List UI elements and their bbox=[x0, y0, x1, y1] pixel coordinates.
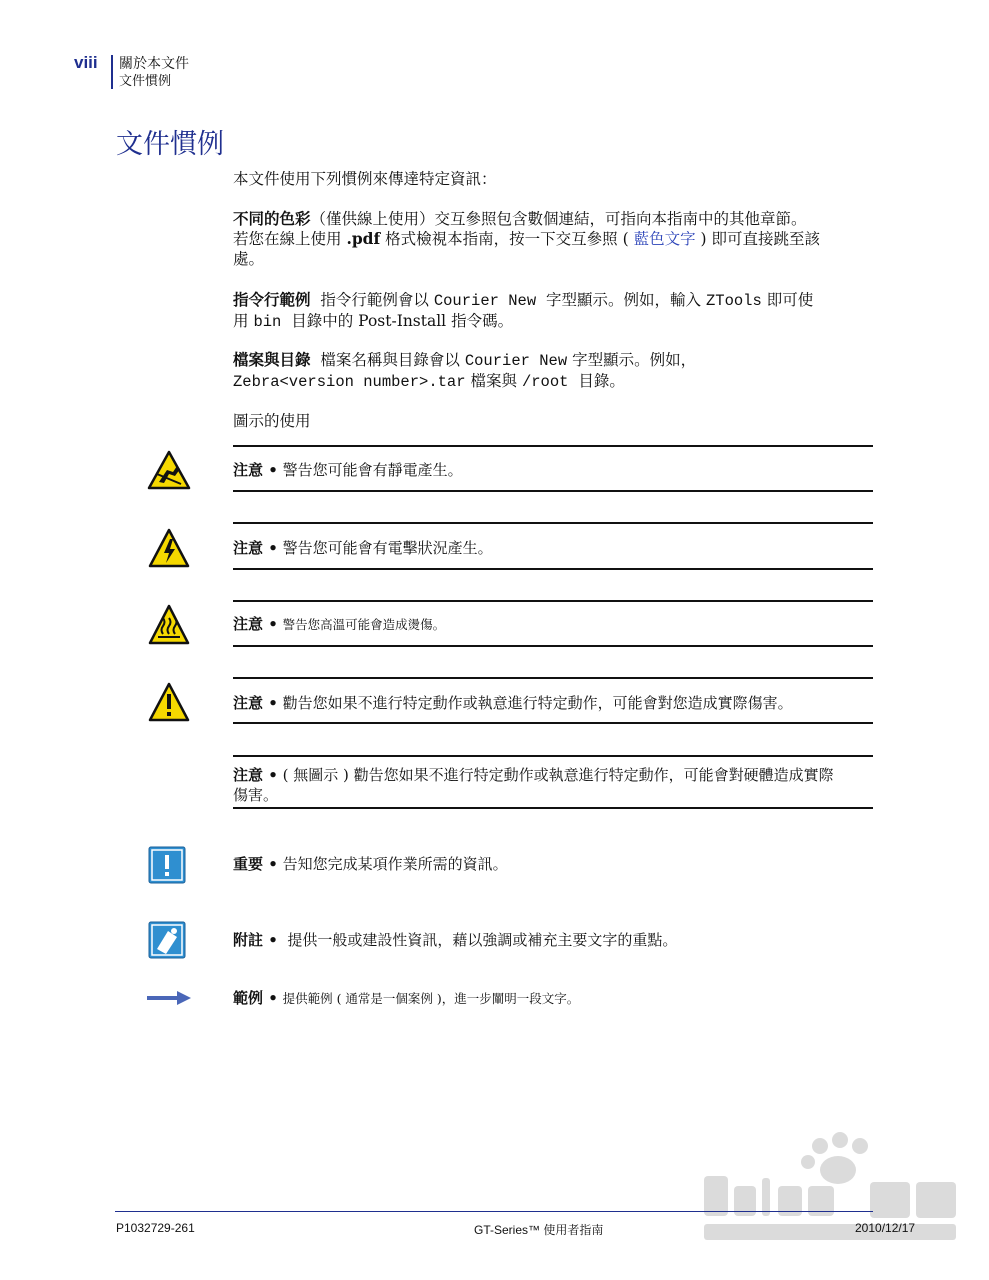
note-icon bbox=[148, 921, 186, 959]
example-label: 範例 • bbox=[233, 989, 278, 1007]
note-text-continued: 傷害。 bbox=[233, 786, 279, 804]
important-label: 重要 • bbox=[233, 855, 278, 873]
divider bbox=[233, 600, 873, 602]
pdf-term: .pdf bbox=[346, 229, 381, 248]
icons-heading: 圖示的使用 bbox=[233, 412, 311, 430]
divider bbox=[233, 677, 873, 679]
colors-line3: 處。 bbox=[233, 250, 265, 268]
note-text: ( 無圖示 ) 勸告您如果不進行特定動作或執意進行特定動作，可能會對硬體造成實際 bbox=[282, 766, 834, 784]
command-line2a: 用 bbox=[233, 312, 249, 330]
note-text: 警告您高溫可能會造成燙傷。 bbox=[282, 617, 446, 632]
divider bbox=[233, 490, 873, 492]
files-term: 檔案與目錄 bbox=[233, 350, 311, 369]
note-label: 注意 • bbox=[233, 766, 278, 784]
important-line bbox=[233, 854, 873, 874]
hot-surface-icon bbox=[148, 604, 190, 646]
note-hardware bbox=[233, 765, 873, 805]
divider bbox=[233, 722, 873, 724]
footer-guide-title: GT-Series™ 使用者指南 bbox=[474, 1223, 604, 1237]
note-label: 附註 • bbox=[233, 931, 278, 949]
command-line1c: 即可使 bbox=[766, 291, 814, 309]
courier-font-name-2: Courier New bbox=[464, 352, 568, 370]
divider bbox=[233, 755, 873, 757]
note-text: 提供一般或建設性資訊，藉以強調或補充主要文字的重點。 bbox=[287, 931, 678, 949]
files-line2a: 檔案與 bbox=[470, 372, 517, 390]
arrow-right-icon bbox=[147, 990, 191, 1006]
footer-doc-number: P1032729-261 bbox=[116, 1221, 195, 1235]
important-text: 告知您完成某項作業所需的資訊。 bbox=[282, 855, 508, 873]
divider bbox=[233, 645, 873, 647]
page-number: viii bbox=[74, 53, 98, 72]
ztools-command: ZTools bbox=[705, 292, 762, 310]
chapter-title: 關於本文件 bbox=[119, 56, 189, 72]
colors-line2a: 若您在線上使用 bbox=[233, 230, 342, 248]
section-subtitle: 文件慣例 bbox=[119, 74, 172, 89]
note-caution bbox=[233, 693, 873, 713]
note-label: 注意 • bbox=[233, 539, 278, 557]
divider bbox=[233, 807, 873, 809]
colors-line2b: 格式檢視本指南，按一下交互參照 ( bbox=[385, 230, 629, 248]
colors-line1: （僅供線上使用）交互參照包含數個連結，可指向本指南中的其他章節。 bbox=[310, 210, 807, 228]
colors-line2c: ) 即可直接跳至該 bbox=[700, 230, 820, 248]
note-label: 注意 • bbox=[233, 461, 278, 479]
files-line1a: 檔案名稱與目錄會以 bbox=[320, 351, 460, 369]
files-line1b: 字型顯示。例如， bbox=[572, 351, 697, 369]
electric-shock-icon bbox=[148, 528, 190, 568]
caution-exclamation-icon bbox=[148, 682, 190, 722]
command-line2b: 目錄中的 Post-Install 指令碼。 bbox=[291, 312, 514, 330]
note-label: 注意 • bbox=[233, 615, 278, 633]
divider bbox=[233, 445, 873, 447]
intro-text: 本文件使用下列慣例來傳達特定資訊： bbox=[233, 170, 497, 188]
command-line1b: 字型顯示。例如，輸入 bbox=[546, 291, 702, 309]
note-line bbox=[233, 930, 873, 950]
tar-filename: Zebra<version number>.tar bbox=[233, 373, 466, 391]
courier-font-name: Courier New bbox=[433, 292, 537, 310]
command-paragraph bbox=[233, 290, 873, 332]
note-label: 注意 • bbox=[233, 694, 278, 712]
colors-paragraph bbox=[233, 209, 873, 269]
files-line2b: 目錄。 bbox=[578, 372, 625, 390]
esd-warning-icon bbox=[147, 450, 191, 490]
note-shock bbox=[233, 538, 873, 558]
example-line bbox=[233, 988, 873, 1009]
bin-directory: bin bbox=[253, 313, 282, 331]
note-text: 勸告您如果不進行特定動作或執意進行特定動作，可能會對您造成實際傷害。 bbox=[282, 694, 793, 712]
root-directory: /root bbox=[521, 373, 569, 391]
header-divider bbox=[111, 55, 113, 89]
important-icon bbox=[148, 846, 186, 884]
footer-date: 2010/12/17 bbox=[855, 1221, 916, 1235]
note-text: 警告您可能會有靜電產生。 bbox=[282, 461, 463, 479]
note-esd bbox=[233, 460, 873, 480]
note-text: 警告您可能會有電擊狀況產生。 bbox=[282, 539, 493, 557]
baidu-watermark-logo bbox=[700, 1128, 970, 1248]
colors-term: 不同的色彩 bbox=[233, 209, 311, 228]
divider bbox=[233, 568, 873, 570]
footer-rule bbox=[115, 1211, 873, 1212]
blue-text-link[interactable]: 藍色文字 bbox=[633, 230, 696, 248]
note-hot bbox=[233, 614, 873, 635]
command-term: 指令行範例 bbox=[233, 290, 311, 309]
divider bbox=[233, 522, 873, 524]
example-text: 提供範例 ( 通常是一個案例 )，進一步闡明一段文字。 bbox=[282, 991, 580, 1006]
command-line1a: 指令行範例會以 bbox=[320, 291, 429, 309]
files-paragraph bbox=[233, 350, 873, 392]
page-title: 文件慣例 bbox=[116, 129, 224, 160]
